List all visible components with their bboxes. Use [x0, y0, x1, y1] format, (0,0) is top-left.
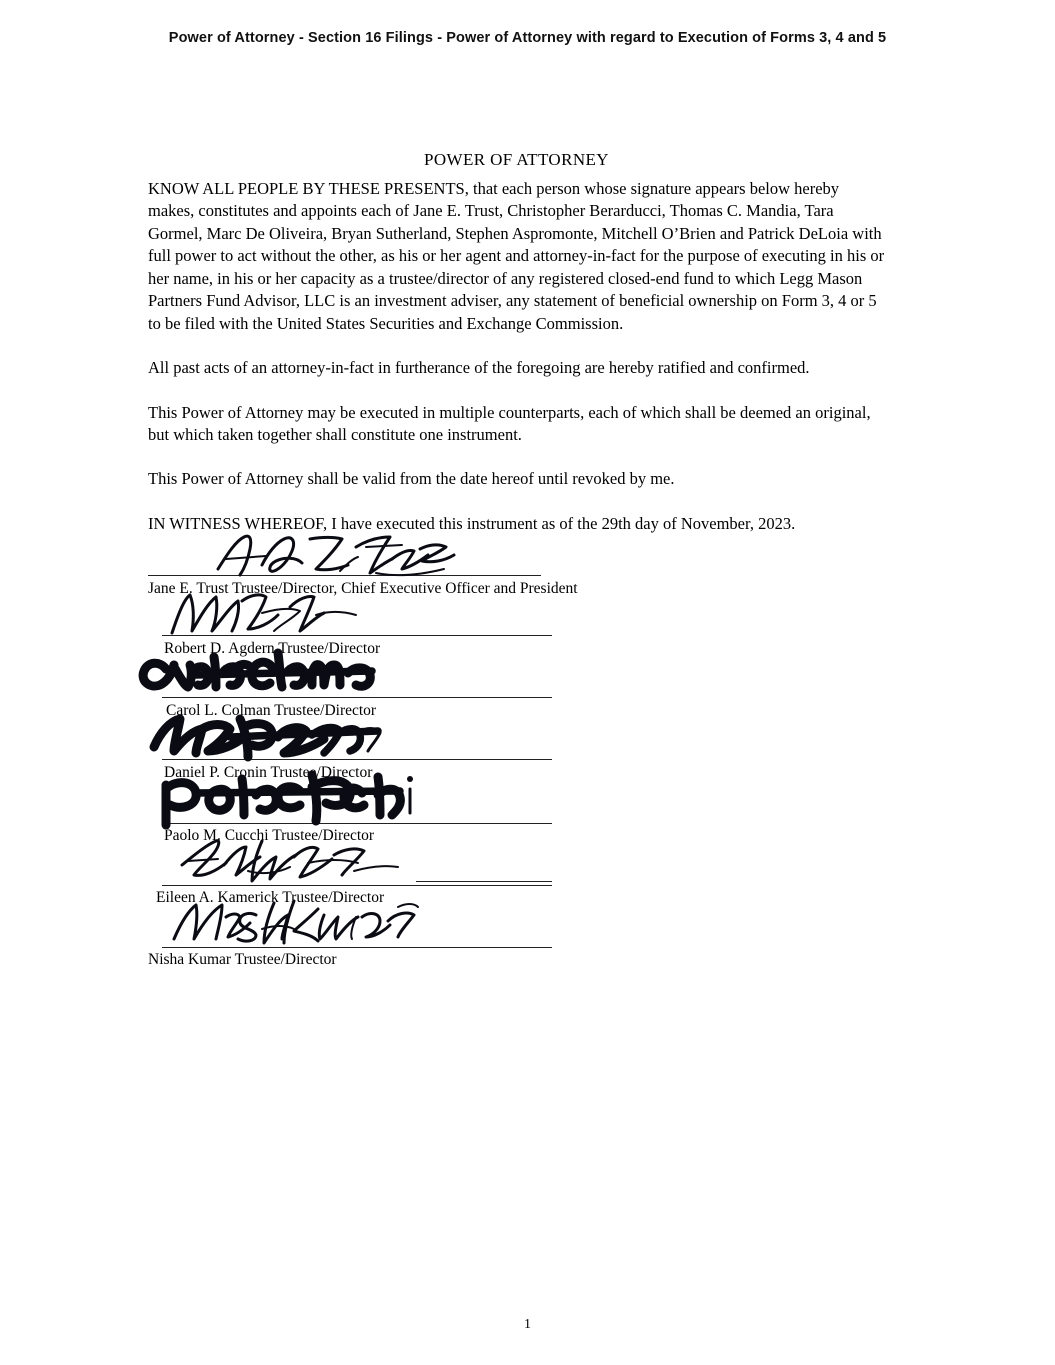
- signature-label: Nisha Kumar Trustee/Director: [148, 951, 337, 969]
- signature-row: [148, 655, 885, 720]
- signature-rule: [162, 635, 552, 636]
- signature-rule: [162, 947, 552, 948]
- signature-image-nisha-kumar: [170, 895, 420, 953]
- signature-row: [148, 537, 885, 598]
- signature-rule: [162, 885, 552, 886]
- signature-rule: [162, 759, 552, 760]
- paragraph-appointment: KNOW ALL PEOPLE BY THESE PRESENTS, that each person whose signature appears below hereby makes, constitutes and appoints each of Jane E. Trust, Christopher Berarducci, Thomas C. Mandia, Tara Gormel, Marc De Oliveira, Bryan Sutherland, Stephen Aspromonte, Mitchell O’Brien and Patrick DeLoia with full power to act without the other, as his or her agent and attorney-in-fact for the purpose of executing in his or her name, in his or her capacity as a trustee/director of any registered closed-end fund to which Legg Mason Partners Fund Advisor, LLC is an investment adviser, any statement of beneficial ownership on Form 3, 4 or 5 to be filed with the United States Securities and Exchange Commission.: [148, 179, 885, 333]
- signature-label: Jane E. Trust Trustee/Director, Chief Executive Officer and President: [148, 580, 578, 598]
- paragraph-ratification: All past acts of an attorney-in-fact in furtherance of the foregoing are hereby ratified and confirmed.: [148, 358, 810, 378]
- paragraph-validity: This Power of Attorney shall be valid from the date hereof until revoked by me.: [148, 469, 675, 489]
- signature-label: Carol L. Colman Trustee/Director: [166, 702, 377, 720]
- document-body: [148, 150, 885, 969]
- signature-image-eileen-a-kamerick: [178, 835, 408, 891]
- signature-rule: [162, 823, 552, 824]
- signature-label: Eileen A. Kamerick Trustee/Director: [156, 889, 385, 907]
- signature-image-carol-l-colman: [136, 647, 396, 703]
- signature-row: [148, 903, 885, 969]
- signature-row: [148, 593, 885, 658]
- signature-rule: [148, 575, 541, 576]
- signature-image-daniel-p-cronin: [144, 711, 394, 765]
- signature-rule: [162, 697, 552, 698]
- signature-label: Paolo M. Cucchi Trustee/Director: [164, 827, 375, 845]
- signature-row: [148, 779, 885, 845]
- signature-row: [148, 841, 885, 907]
- signature-image-robert-d-agdern: [166, 589, 366, 641]
- paragraph-counterparts: This Power of Attorney may be executed in multiple counterparts, each of which shall be deemed an original, but which taken together shall constitute one instrument.: [148, 402, 871, 444]
- page-number: 1: [524, 1317, 531, 1332]
- signature-label: Robert D. Agdern Trustee/Director: [164, 640, 381, 658]
- signature-label: Daniel P. Cronin Trustee/Director: [164, 764, 373, 782]
- signature-rule-extra: [416, 881, 552, 882]
- signature-row: [148, 717, 885, 782]
- witness-statement: IN WITNESS WHEREOF, I have executed this instrument as of the 29th day of November, 2023.: [148, 513, 796, 533]
- document-title: POWER OF ATTORNEY: [423, 150, 609, 169]
- page-header-title: Power of Attorney - Section 16 Filings - Power of Attorney with regard to Execution of Forms 3, 4 and 5: [168, 30, 887, 46]
- signature-block: [148, 537, 885, 969]
